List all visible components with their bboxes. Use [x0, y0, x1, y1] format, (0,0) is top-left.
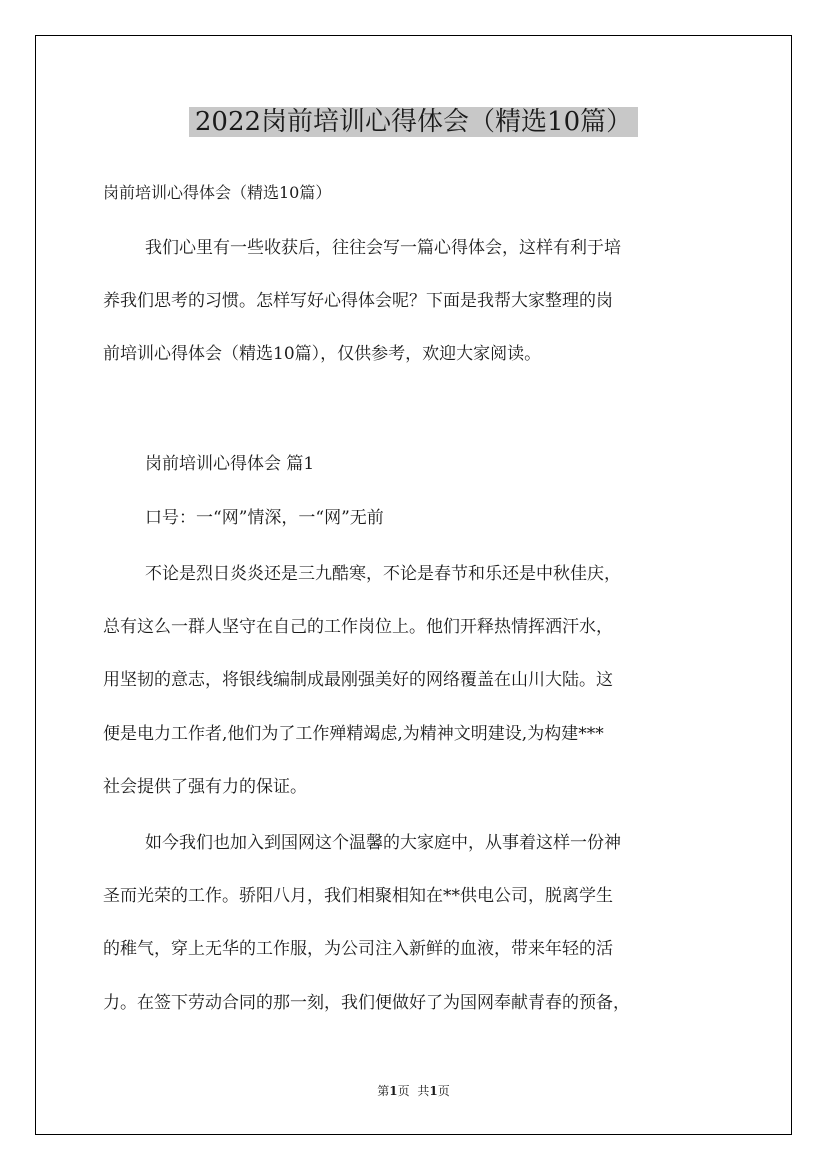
- paragraph1-line-4: 便是电力工作者,他们为了工作殚精竭虑,为精神文明建设,为构建***: [103, 724, 604, 744]
- slogan-line: 口号：一“网”情深，一“网”无前: [145, 508, 384, 528]
- section-heading: 岗前培训心得体会 篇1: [145, 454, 315, 474]
- document-title-text: 2022岗前培训心得体会（精选10篇）: [189, 107, 638, 137]
- paragraph2-line-4: 力。在签下劳动合同的那一刻，我们便做好了为国网奉献青春的预备，: [103, 993, 630, 1013]
- paragraph1-line-1: 不论是烈日炎炎还是三九酷寒，不论是春节和乐还是中秋佳庆，: [145, 564, 621, 584]
- paragraph1-line-3: 用坚韧的意志，将银线编制成最刚强美好的网络覆盖在山川大陆。这: [103, 670, 613, 690]
- document-subtitle: 岗前培训心得体会（精选10篇）: [103, 183, 332, 202]
- paragraph2-line-3: 的稚气，穿上无华的工作服，为公司注入新鲜的血液，带来年轻的活: [103, 939, 613, 959]
- footer-total-number: 1: [429, 1084, 438, 1098]
- footer-page-number: 1: [389, 1084, 398, 1098]
- paragraph2-line-2: 圣而光荣的工作。骄阳八月，我们相聚相知在**供电公司，脱离学生: [103, 886, 613, 906]
- paragraph2-line-1: 如今我们也加入到国网这个温馨的大家庭中，从事着这样一份神: [145, 833, 621, 853]
- footer-total-suffix: 页: [437, 1084, 450, 1098]
- document-title: [0, 103, 827, 141]
- intro-line-3: 前培训心得体会（精选10篇），仅供参考，欢迎大家阅读。: [103, 344, 542, 364]
- footer-total-prefix: 共: [417, 1084, 430, 1098]
- intro-line-2: 养我们思考的习惯。怎样写好心得体会呢？下面是我帮大家整理的岗: [103, 291, 613, 311]
- page-footer: [0, 1083, 827, 1099]
- paragraph1-line-2: 总有这么一群人坚守在自己的工作岗位上。他们开释热情挥洒汗水，: [103, 617, 613, 637]
- intro-line-1: 我们心里有一些收获后，往往会写一篇心得体会，这样有利于培: [145, 238, 621, 258]
- paragraph1-line-5: 社会提供了强有力的保证。: [103, 777, 307, 797]
- footer-page-suffix: 页: [397, 1084, 410, 1098]
- footer-page-prefix: 第: [377, 1084, 390, 1098]
